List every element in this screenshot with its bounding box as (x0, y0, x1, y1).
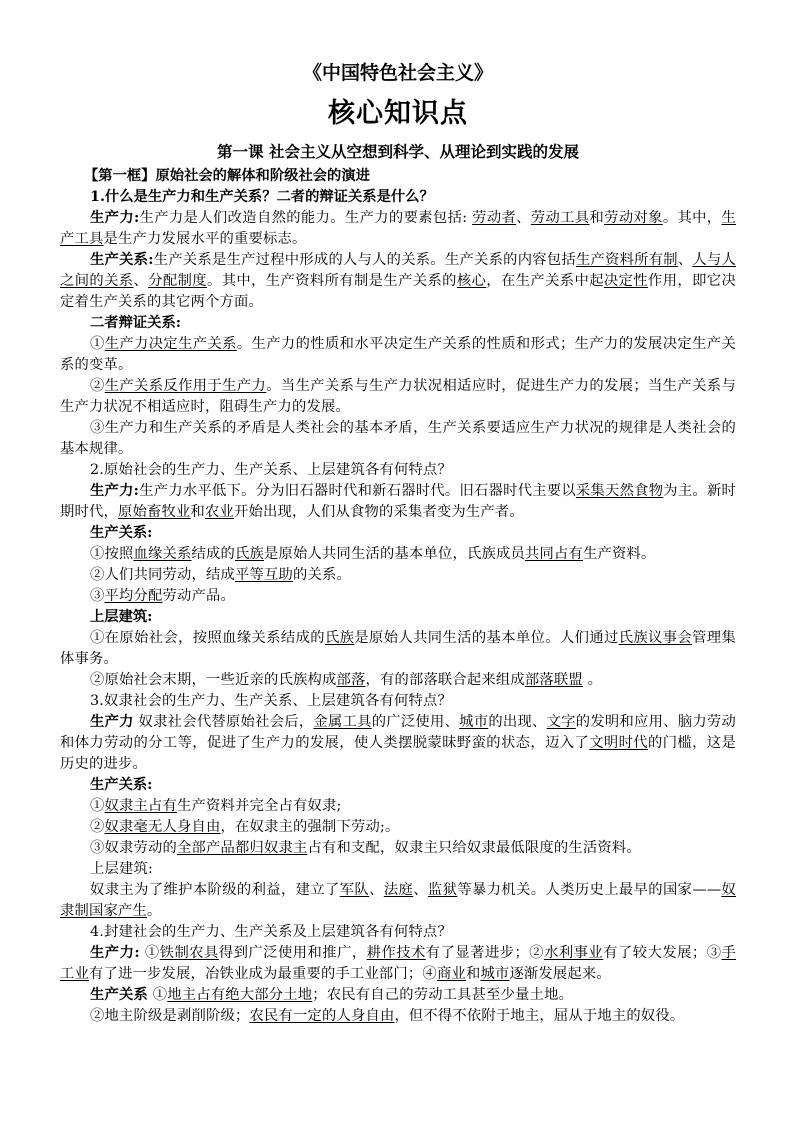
underlined-term: 氏族议事会 (618, 630, 693, 646)
text-run: 奴隶社会代替原始社会后， (133, 714, 314, 730)
underlined-term: 法庭 (383, 882, 414, 898)
text-run: 管理集体事务。 (60, 630, 736, 667)
question-3: 3.奴隶社会的生产力、生产关系、上层建筑各有何特点？ (90, 693, 452, 709)
underlined-term: 生产工具 (60, 210, 736, 247)
text-run: 的门槛，这是历史的进步。 (60, 735, 736, 772)
section-heading: 【第一框】原始社会的解体和阶级社会的演进 (84, 168, 370, 184)
bold-label: 生产力 (90, 714, 134, 730)
paragraph (60, 481, 736, 523)
text-run: 。生产力的性质和水平决定生产关系的性质和形式；生产力的发展决定生产关系的变革。 (60, 336, 736, 373)
bold-label: 生产关系: (90, 252, 154, 268)
paragraph (60, 838, 736, 859)
text-run: ，但不得不依附于地主，屈从于地主的奴役。 (394, 1008, 685, 1024)
text-run: 开始出现，人们从食物的采集者变为生产者。 (233, 504, 524, 520)
subheading: 上层建筑: (90, 861, 154, 877)
text-run: 结成的 (191, 546, 235, 562)
underlined-term: 原始畜牧业 (118, 504, 191, 520)
underlined-term: 文明时代 (589, 735, 648, 751)
paragraph (60, 985, 736, 1006)
text-run: ① (90, 798, 105, 814)
text-run: ① (139, 945, 160, 961)
underlined-term: 农民有一定的人身自由 (249, 1008, 395, 1024)
underlined-term: 农业 (204, 504, 234, 520)
text-run: 有了进一步发展，冶铁业成为最重要的手工业部门；④ (89, 966, 437, 982)
underlined-term: 血缘关系 (133, 546, 192, 562)
paragraph (60, 544, 736, 565)
underlined-term: 奴隶主占有 (104, 798, 177, 814)
text-run: 是原始人共同生活的基本单位。人们通过 (354, 630, 619, 646)
underlined-term: 城市 (459, 714, 489, 730)
text-run: 、 (133, 273, 149, 289)
underlined-term: 生产关系反作用于生产力 (104, 378, 267, 394)
underlined-term: 耕作技术 (366, 945, 426, 961)
paragraph (60, 943, 736, 985)
document-subtitle: 核心知识点 (328, 98, 468, 129)
underlined-term: 决定性 (603, 273, 648, 289)
text-run: 占有和支配，奴隶主只给奴隶最低限度的生活资料。 (307, 840, 641, 856)
text-run: 。 (146, 903, 162, 919)
text-run: 、 (413, 882, 428, 898)
underlined-term: 平均分配 (104, 588, 163, 604)
paragraph (60, 565, 736, 586)
text-run: 是生产力发展水平的重要标志。 (103, 231, 307, 247)
underlined-term: 部落 (336, 672, 366, 688)
underlined-term: 奴隶毫无人身自由 (104, 819, 221, 835)
underlined-term: 军队 (339, 882, 370, 898)
underlined-term: 商业 (436, 966, 466, 982)
text-run: 有了显著进步；② (425, 945, 545, 961)
subheading: 生产关系: (90, 525, 153, 541)
text-run: 生产力水平低下。分为旧石器时代和新石器时代。旧石器时代主要以 (139, 483, 576, 499)
text-run: ① (90, 336, 105, 352)
underlined-term: 平等互助 (234, 567, 293, 583)
lesson-heading: 第一课 社会主义从空想到科学、从理论到实践的发展 (217, 142, 579, 161)
underlined-term: 城市 (480, 966, 510, 982)
text-run: ，在奴隶主的强制下劳动;。 (220, 819, 400, 835)
underlined-term: 部落联盟 (524, 672, 583, 688)
paragraph (60, 670, 736, 691)
paragraph (60, 796, 736, 817)
paragraph (60, 712, 736, 775)
text-run: 的发明和应用、脑力劳动和体力劳动的分工等，促进了生产力的发展，使人类摆脱蒙昧野蛮的状态，迈入了 (60, 714, 736, 751)
text-run: 为主。新时期时代， (60, 483, 737, 520)
paragraph (60, 208, 736, 250)
text-run: 和 (589, 210, 605, 226)
underlined-term: 分配制度 (148, 273, 207, 289)
text-run: 和 (465, 966, 481, 982)
question-2: 2.原始社会的生产力、生产关系、上层建筑各有何特点？ (90, 462, 452, 478)
subheading: 二者辩证关系: (90, 315, 182, 331)
text-run: ② (90, 819, 105, 835)
subheading: 生产关系: (90, 777, 153, 793)
underlined-term: 氏族 (235, 546, 264, 562)
paragraph (60, 586, 736, 607)
bold-label: 生产力: (90, 210, 140, 226)
paragraph (60, 1006, 736, 1027)
underlined-term: 手工业 (60, 945, 736, 982)
text-run: 。其中，生产资料所有制是生产关系的 (207, 273, 457, 289)
text-run: 的关系。 (292, 567, 351, 583)
paragraph (60, 817, 736, 838)
text-run: 、 (516, 210, 531, 226)
text-run: 是原始人共同生活的基本单位，氏族成员 (264, 546, 525, 562)
underlined-term: 劳动对象 (604, 210, 663, 226)
underlined-term: 金属工具 (313, 714, 372, 730)
text-run: ③生产力和生产关系的矛盾是人类社会的基本矛盾，生产关系要适应生产力状况的规律是人类社会的基本规律。 (60, 420, 736, 457)
text-run: 的广泛使用、 (371, 714, 460, 730)
text-run: ，在生产关系中起 (486, 273, 604, 289)
paragraph (60, 418, 736, 460)
text-run: ②原始社会末期，一些近亲的氏族构成 (90, 672, 337, 688)
text-run: ② (90, 378, 105, 394)
text-run: 逐渐发展起来。 (509, 966, 611, 982)
underlined-term: 采集天然食物 (575, 483, 664, 499)
underlined-term: 共同占有 (524, 546, 583, 562)
text-run: 。其中， (662, 210, 722, 226)
text-run: 。 (582, 672, 603, 688)
text-run: 劳动产品。 (162, 588, 235, 604)
paragraph (60, 250, 736, 313)
underlined-term: 全部产品都归奴隶主 (176, 840, 308, 856)
underlined-term: 水利事业 (544, 945, 604, 961)
text-run: ②地主阶级是剥削阶级； (90, 1008, 250, 1024)
text-run: ①按照 (90, 546, 134, 562)
paragraph (60, 880, 736, 922)
text-run: ③奴隶劳动的 (90, 840, 177, 856)
underlined-term: 生产力决定生产关系 (104, 336, 237, 352)
text-run: 有了较大发展；③ (603, 945, 722, 961)
text-run: ③ (90, 588, 105, 604)
text-run: 和 (190, 504, 205, 520)
underlined-term: 劳动工具 (530, 210, 590, 226)
text-run: 生产关系是生产过程中形成的人与人的关系。生产关系的内容包括 (153, 252, 576, 268)
subheading: 上层建筑: (90, 609, 153, 625)
underlined-term: 劳动者 (472, 210, 517, 226)
text-run: 得到广泛使用和推广， (218, 945, 367, 961)
underlined-term: 氏族 (324, 630, 355, 646)
underlined-term: 文字 (546, 714, 576, 730)
underlined-term: 核心 (456, 273, 487, 289)
bold-label: 生产力: (90, 483, 140, 499)
text-run: ，有的部落联合起来组成 (365, 672, 525, 688)
underlined-term: 生产资料所有制 (575, 252, 678, 268)
paragraph (60, 628, 736, 670)
question-1: 1.什么是生产力和生产关系？二者的辩证关系是什么？ (90, 189, 434, 205)
text-run: 等暴力机关。人类历史上最早的国家—— (457, 882, 722, 898)
text-run: ②人们共同劳动，结成 (90, 567, 235, 583)
text-run: 生产资料并完全占有奴隶; (176, 798, 342, 814)
underlined-term: 奴隶制国家产生 (60, 882, 737, 919)
text-run: 的出现、 (488, 714, 547, 730)
question-4: 4.封建社会的生产力、生产关系及上层建筑各有何特点？ (90, 924, 452, 940)
paragraph (60, 334, 736, 376)
document-title: 《中国特色社会主义》 (302, 62, 493, 84)
text-run: 生产力是人们改造自然的能力。生产力的要素包括: (139, 210, 473, 226)
bold-label: 生产力: (90, 945, 140, 961)
text-run: ；农民有自己的劳动工具甚至少量土地。 (312, 987, 574, 1003)
underlined-term: 铁制农具 (159, 945, 219, 961)
text-run: 、 (369, 882, 384, 898)
text-run: 作用，即它决定着生产关系的其它两个方面。 (60, 273, 736, 310)
bold-label: 生产关系 (90, 987, 148, 1003)
paragraph (60, 376, 736, 418)
text-run: 奴隶主为了维护本阶级的利益，建立了 (90, 882, 340, 898)
underlined-term: 监狱 (427, 882, 458, 898)
text-run: ① (148, 987, 168, 1003)
underlined-term: 地主占有绝大部分土地 (167, 987, 313, 1003)
document-page (60, 60, 736, 1027)
text-run: 。当生产关系与生产力状况相适应时，促进生产力的发展；当生产关系与生产力状况不相适应时，阻碍生产力的发展。 (60, 378, 736, 415)
underlined-term: 人与人之间的关系 (60, 252, 737, 289)
text-run: 、 (677, 252, 693, 268)
text-run: ①在原始社会，按照血缘关系结成的 (90, 630, 325, 646)
text-run: 生产资料。 (582, 546, 656, 562)
